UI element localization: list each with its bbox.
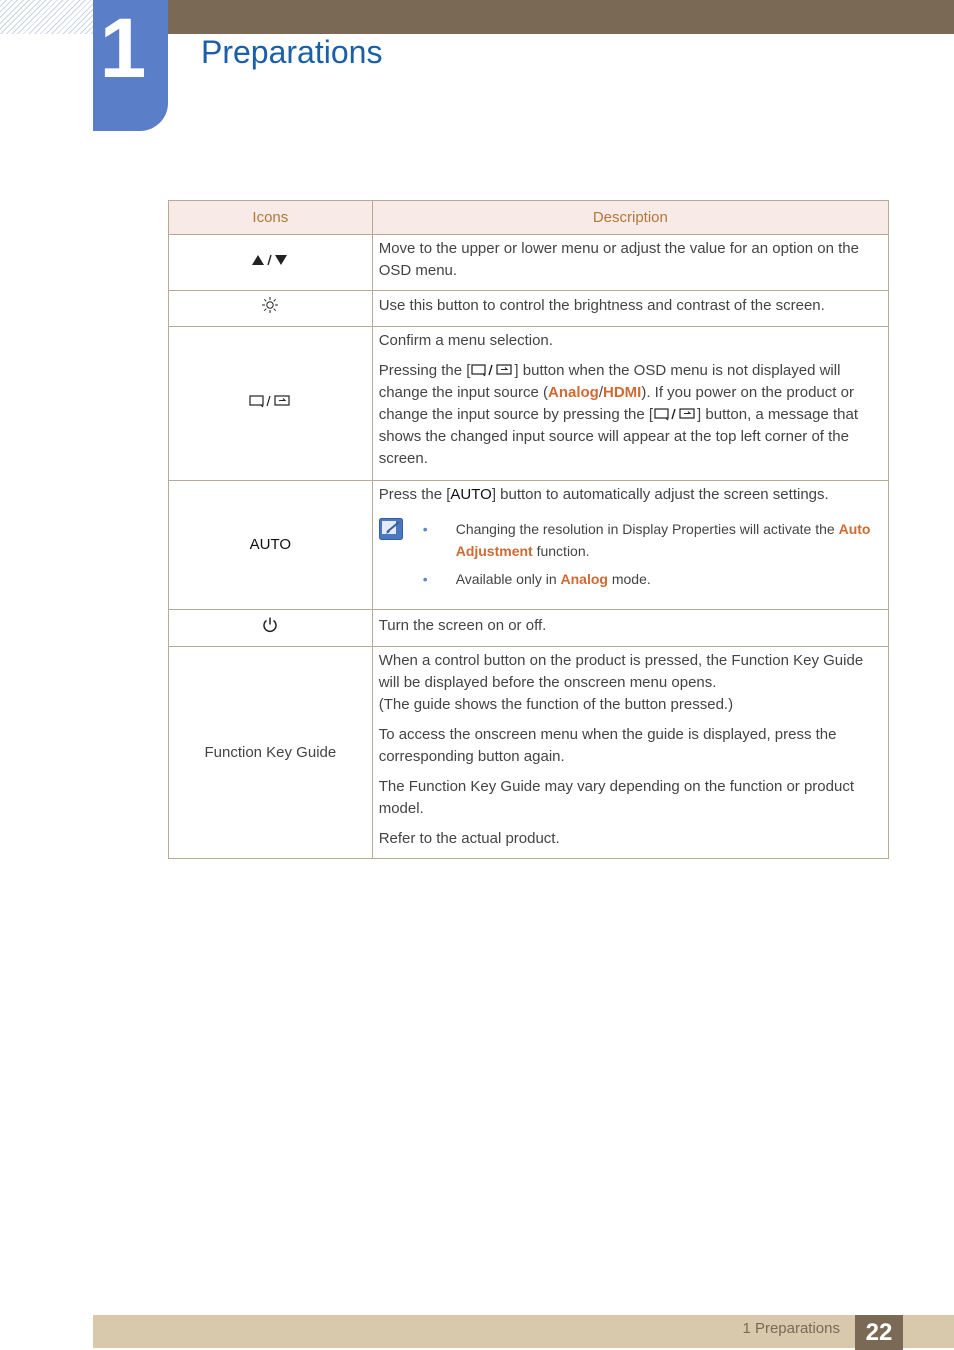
description-text: Turn the screen on or off. — [378, 616, 547, 634]
auto-label: AUTO — [249, 536, 292, 553]
header-hatch-pattern — [0, 0, 93, 34]
description-cell — [372, 291, 888, 327]
description-text: Refer to the actual product. — [378, 830, 560, 847]
note-block — [379, 518, 882, 596]
description-cell — [372, 235, 888, 291]
text-fragment: ] button, a message that shows the changed input source will appear at the top left corner of the screen. — [378, 406, 858, 467]
header-bar — [168, 0, 954, 34]
icon-cell — [169, 235, 373, 291]
function-key-guide-label: Function Key Guide — [204, 743, 337, 761]
table-row — [169, 291, 889, 327]
chapter-title: Preparations — [201, 34, 383, 70]
page-number: 22 — [855, 1315, 903, 1350]
note-icon — [379, 518, 403, 540]
icons-description-table — [168, 200, 889, 859]
text-fragment: ] button to automatically adjust the screen settings. — [491, 486, 829, 503]
text-fragment: ). If you power on the product or change the input source by pressing the [ — [378, 384, 854, 423]
description-text — [379, 650, 882, 716]
description-cell — [372, 481, 888, 610]
description-text: To access the onscreen menu when the guide is displayed, press the corresponding button again. — [378, 726, 837, 765]
header-icons: Icons — [169, 201, 373, 235]
power-icon — [261, 616, 279, 634]
table-header-row — [169, 201, 889, 235]
description-cell — [372, 610, 888, 647]
description-text: Use this button to control the brightness and contrast of the screen. — [378, 297, 825, 314]
text-fragment: Pressing the [ — [378, 362, 471, 379]
table-row — [169, 327, 889, 481]
highlight-analog: Analog — [547, 384, 599, 401]
table-row — [169, 481, 889, 610]
description-text: Confirm a menu selection. — [378, 332, 553, 349]
text-fragment: When a control button on the product is pressed, the Function Key Guide will be displayed before the onscreen menu opens. — [378, 652, 864, 691]
brightness-icon — [261, 296, 279, 314]
list-item — [423, 518, 882, 562]
icon-cell — [169, 647, 373, 859]
auto-button-ref: AUTO — [450, 486, 492, 503]
highlight-auto-adjustment: Auto Adjustment — [455, 521, 871, 559]
text-fragment: / — [598, 384, 603, 401]
table-row — [169, 647, 889, 859]
chapter-tab — [93, 0, 168, 131]
text-fragment: mode. — [607, 571, 651, 587]
description-text: The Function Key Guide may vary depending on the function or product model. — [378, 778, 854, 817]
up-down-arrows-icon — [250, 253, 290, 267]
header-description: Description — [372, 201, 888, 235]
description-cell — [372, 647, 888, 859]
footer-chapter-label: 1 Preparations — [742, 1320, 840, 1337]
description-cell — [372, 327, 888, 481]
bullet-icon: • — [422, 521, 428, 537]
bullet-icon: • — [422, 571, 428, 587]
source-enter-icon — [248, 394, 292, 408]
table-row — [169, 610, 889, 647]
text-fragment: function. — [532, 543, 590, 559]
highlight-hdmi: HDMI — [603, 384, 642, 401]
note-list — [423, 518, 882, 596]
source-enter-icon — [470, 363, 514, 377]
text-fragment: Press the [ — [378, 486, 451, 503]
icon-cell — [169, 327, 373, 481]
description-text: Move to the upper or lower menu or adjust the value for an option on the OSD menu. — [378, 240, 859, 279]
description-text — [379, 484, 882, 506]
text-fragment: Changing the resolution in Display Properties will activate the — [455, 521, 839, 537]
source-enter-icon — [653, 407, 697, 421]
highlight-analog: Analog — [560, 571, 608, 587]
chapter-number: 1 — [99, 1, 147, 95]
icon-cell — [169, 291, 373, 327]
icon-cell — [169, 610, 373, 647]
text-fragment: ] button when the OSD menu is not displayed will change the input source ( — [378, 362, 841, 401]
table-row — [169, 235, 889, 291]
text-fragment: Available only in — [455, 571, 561, 587]
text-fragment: (The guide shows the function of the button pressed.) — [378, 696, 734, 713]
list-item — [423, 568, 882, 590]
description-text — [379, 360, 882, 470]
icon-cell — [169, 481, 373, 610]
